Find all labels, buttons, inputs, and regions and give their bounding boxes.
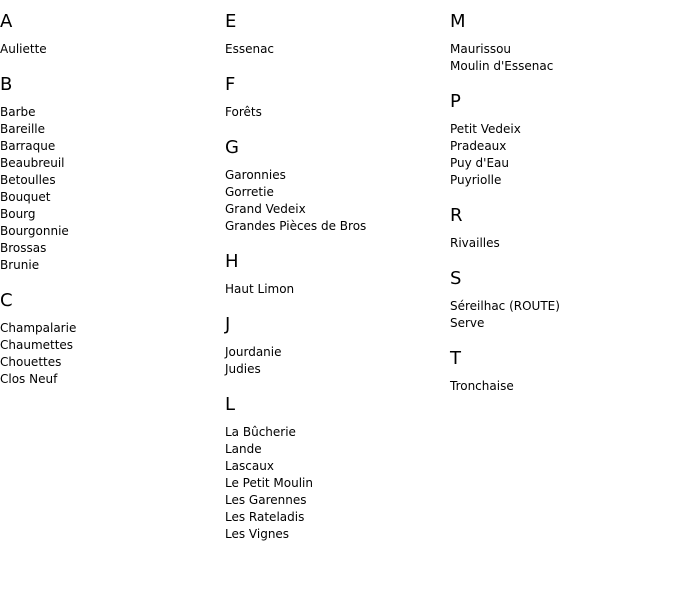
place-link[interactable]: Jourdanie [225,345,282,359]
place-list [225,281,450,298]
place-list [450,235,675,252]
place-link[interactable]: Haut Limon [225,282,295,296]
letter-group [225,394,450,543]
place-list [450,378,675,395]
letter-group [225,137,450,235]
letter-group [0,11,225,58]
place-link[interactable]: Pradeaux [450,139,507,153]
place-link[interactable]: Puy d'Eau [450,156,510,170]
place-list [450,121,675,189]
place-link[interactable]: Garonnies [225,168,286,182]
letter-group [450,268,675,332]
place-link[interactable]: Beaubreuil [0,156,65,170]
letter-heading: E [225,11,237,32]
place-link[interactable]: Champalarie [0,321,77,335]
place-link[interactable]: Serve [450,316,485,330]
place-link[interactable]: Maurissou [450,42,512,56]
place-list [225,104,450,121]
place-link[interactable]: Tronchaise [450,379,514,393]
place-link[interactable]: Chouettes [0,355,62,369]
place-list [0,104,225,274]
place-link[interactable]: Clos Neuf [0,372,58,386]
index-column [0,0,225,404]
letter-group [225,314,450,378]
letter-heading: M [450,11,466,32]
place-link[interactable]: Lande [225,442,262,456]
place-link[interactable]: Brunie [0,258,40,272]
letter-heading: G [225,137,239,158]
place-link[interactable]: La Bûcherie [225,425,296,439]
letter-group [225,251,450,298]
letter-heading: T [450,348,461,369]
place-list [450,298,675,332]
place-list [225,424,450,543]
place-link[interactable]: Puyriolle [450,173,502,187]
place-link[interactable]: Bouquet [0,190,51,204]
place-link[interactable]: Séreilhac (ROUTE) [450,299,560,313]
letter-heading: L [225,394,236,415]
place-list [0,41,225,58]
place-link[interactable]: Bourg [0,207,36,221]
place-link[interactable]: Les Vignes [225,527,290,541]
place-list [225,167,450,235]
letter-heading: H [225,251,239,272]
letter-group [0,74,225,274]
place-link[interactable]: Chaumettes [0,338,74,352]
place-list [225,41,450,58]
letter-heading: P [450,91,461,112]
place-link[interactable]: Grand Vedeix [225,202,306,216]
place-link[interactable]: Rivailles [450,236,500,250]
letter-group [450,91,675,189]
letter-group [450,348,675,395]
place-link[interactable]: Gorretie [225,185,274,199]
place-link[interactable]: Bareille [0,122,46,136]
place-link[interactable]: Les Rateladis [225,510,305,524]
letter-group [450,11,675,75]
index-column [225,0,450,559]
place-link[interactable]: Forêts [225,105,262,119]
place-list [450,41,675,75]
place-list [0,320,225,388]
letter-heading: F [225,74,236,95]
letter-heading: S [450,268,462,289]
index-column [450,0,675,411]
place-link[interactable]: Barraque [0,139,56,153]
letter-heading: C [0,290,13,311]
place-link[interactable]: Barbe [0,105,36,119]
place-list [225,344,450,378]
place-link[interactable]: Petit Vedeix [450,122,521,136]
place-link[interactable]: Brossas [0,241,47,255]
place-link[interactable]: Le Petit Moulin [225,476,313,490]
letter-heading: R [450,205,463,226]
letter-group [450,205,675,252]
place-link[interactable]: Grandes Pièces de Bros [225,219,367,233]
place-link[interactable]: Lascaux [225,459,274,473]
place-link[interactable]: Les Garennes [225,493,307,507]
place-link[interactable]: Auliette [0,42,47,56]
letter-group [225,11,450,58]
place-link[interactable]: Judies [225,362,261,376]
letter-group [0,290,225,388]
place-link[interactable]: Betoulles [0,173,56,187]
letter-heading: B [0,74,13,95]
letter-heading: J [225,314,231,335]
letter-group [225,74,450,121]
letter-heading: A [0,11,13,32]
place-link[interactable]: Essenac [225,42,275,56]
place-link[interactable]: Moulin d'Essenac [450,59,554,73]
place-link[interactable]: Bourgonnie [0,224,69,238]
